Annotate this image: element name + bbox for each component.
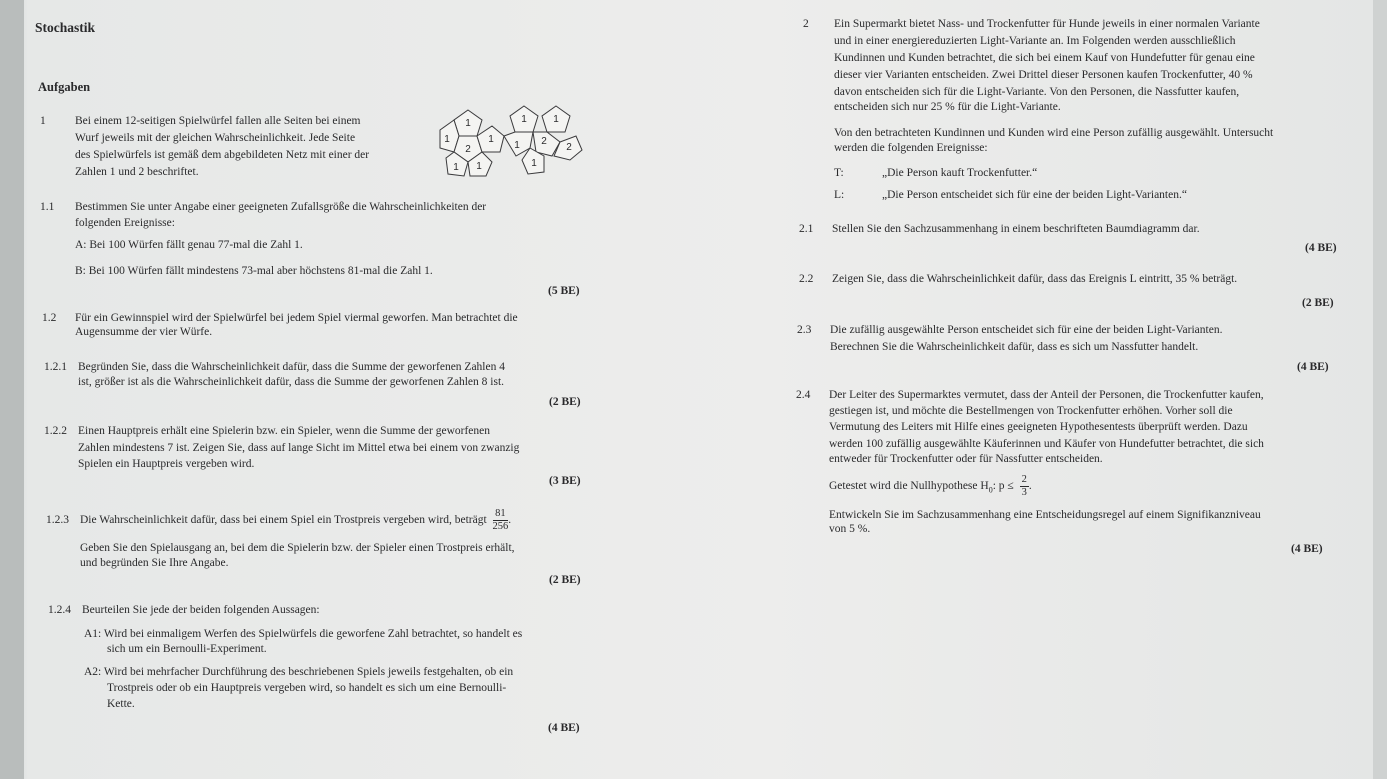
event-a: A: Bei 100 Würfen fällt genau 77-mal die Zahl 1. xyxy=(75,239,303,251)
hypothesis-text: Getestet wird die Nullhypothese H xyxy=(829,480,989,492)
task-text: Ein Supermarkt bietet Nass- und Trockenfutter für Hunde jeweils in einer normalen Variante xyxy=(834,18,1260,30)
points-badge: (4 BE) xyxy=(1305,242,1337,254)
event-l: „Die Person entscheidet sich für eine der beiden Light-Varianten.“ xyxy=(882,189,1187,201)
task-text: des Spielwürfels ist gemäß dem abgebildeten Netz mit einer der xyxy=(75,149,370,161)
task-text: Die zufällig ausgewählte Person entscheidet sich für eine der beiden Light-Varianten. xyxy=(830,324,1223,336)
hypothesis-subscript: 0 xyxy=(988,485,993,495)
task-text: Der Leiter des Supermarktes vermutet, dass der Anteil der Personen, die Trockenfutter kaufen, xyxy=(829,389,1264,401)
statement-a2: Kette. xyxy=(107,698,135,710)
net-label: 1 xyxy=(531,158,537,169)
task-text: entweder für Trockenfutter oder für Nassfutter entscheiden. xyxy=(829,453,1103,465)
task-text: ist, größer ist als die Wahrscheinlichkeit dafür, dass die Summe der geworfenen Zahlen 8 ist. xyxy=(78,376,505,388)
task-text: werden die folgenden Ereignisse: xyxy=(834,142,988,154)
task-text: Berechnen Sie die Wahrscheinlichkeit dafür, dass es sich um Nassfutter handelt. xyxy=(830,341,1199,353)
task-text: entscheiden sich nur 25 % für die Light-Variante. xyxy=(834,101,1061,113)
task-text: Spielen ein Hauptpreis vergeben wird. xyxy=(78,458,255,470)
task-number: 1.1 xyxy=(40,201,55,213)
task-text: Vermutung des Leiters mit Hilfe eines geeigneten Hypothesentests überprüft werden. Dazu xyxy=(829,421,1248,433)
event-label: L: xyxy=(834,189,845,201)
fraction-numerator: 81 xyxy=(493,508,509,521)
points-badge: (4 BE) xyxy=(1291,543,1323,555)
task-text: Beurteilen Sie jede der beiden folgenden Aussagen: xyxy=(82,604,320,616)
task-text: werden 100 zufällig ausgewählte Käuferinnen und Käufer von Hundefutter betrachtet, die sich xyxy=(829,438,1264,450)
task-text: davon entscheiden sich für die Light-Variante. Von den Personen, die Nassfutter kaufen, xyxy=(834,86,1240,98)
task-text: Einen Hauptpreis erhält eine Spielerin bzw. ein Spieler, wenn die Summe der geworfenen xyxy=(78,425,491,437)
task-text: Bestimmen Sie unter Angabe einer geeigneten Zufallsgröße die Wahrscheinlichkeiten der xyxy=(75,201,487,213)
task-number: 1.2 xyxy=(42,312,57,324)
net-label: 1 xyxy=(521,114,527,125)
event-t: „Die Person kauft Trockenfutter.“ xyxy=(882,167,1038,179)
net-label: 2 xyxy=(566,142,572,153)
task-text: und in einer energiereduzierten Light-Variante an. Im Folgenden werden ausschließlich xyxy=(834,35,1236,47)
task-text: und begründen Sie Ihre Angabe. xyxy=(80,557,229,569)
fraction-denominator: 256 xyxy=(492,520,509,532)
task-text: Zahlen 1 und 2 beschriftet. xyxy=(75,166,199,178)
page-edge-shadow-right xyxy=(1373,0,1387,779)
net-label: 2 xyxy=(465,144,471,155)
section-heading: Aufgaben xyxy=(38,80,91,94)
statement-a1: A1: Wird bei einmaligem Werfen des Spielwürfels die geworfene Zahl betrachtet, so handelt es xyxy=(84,628,523,640)
task-number: 2.2 xyxy=(799,273,814,285)
task-text: folgenden Ereignisse: xyxy=(75,217,175,229)
net-label: 1 xyxy=(444,134,450,145)
task-text: Entwickeln Sie im Sachzusammenhang eine Entscheidungsregel auf einem Signifikanzniveau xyxy=(829,509,1261,521)
points-badge: (2 BE) xyxy=(549,396,581,408)
hypothesis-relation: : p ≤ xyxy=(992,480,1014,492)
points-badge: (3 BE) xyxy=(549,475,581,487)
sentence-end: . xyxy=(1028,480,1032,492)
event-label: T: xyxy=(834,167,844,179)
task-text: Von den betrachteten Kundinnen und Kunden wird eine Person zufällig ausgewählt. Untersucht xyxy=(834,127,1274,139)
task-number: 1.2.4 xyxy=(48,604,71,616)
task-text: Stellen Sie den Sachzusammenhang in einem beschrifteten Baumdiagramm dar. xyxy=(832,223,1200,235)
page-title: Stochastik xyxy=(35,20,96,35)
sentence-end: . xyxy=(508,514,512,526)
task-number: 2.3 xyxy=(797,324,812,336)
points-badge: (4 BE) xyxy=(1297,361,1329,373)
statement-a2: A2: Wird bei mehrfacher Durchführung des beschriebenen Spiels jeweils festgehalten, ob ein xyxy=(84,666,514,678)
points-badge: (2 BE) xyxy=(549,574,581,586)
dice-net-figure xyxy=(420,102,600,184)
task-text: Bei einem 12-seitigen Spielwürfel fallen alle Seiten bei einem xyxy=(75,115,361,127)
task-text: Geben Sie den Spielausgang an, bei dem die Spielerin bzw. der Spieler einen Trostpreis erhält, xyxy=(80,542,515,554)
task-number: 2.4 xyxy=(796,389,811,401)
task-text: Zahlen mindestens 7 ist. Zeigen Sie, dass auf lange Sicht im Mittel etwa bei einem von zwanzig xyxy=(78,442,520,454)
net-label: 2 xyxy=(541,136,547,147)
task-text: Wurf jeweils mit der gleichen Wahrscheinlichkeit. Jede Seite xyxy=(75,132,356,144)
task-text: gestiegen ist, und möchte die Bestellmengen von Trockenfutter erhöhen. Vorher soll die xyxy=(829,405,1233,417)
fraction-denominator: 3 xyxy=(1021,486,1027,498)
task-number: 1.2.2 xyxy=(44,425,67,437)
fraction xyxy=(1020,474,1029,499)
net-label: 1 xyxy=(465,118,471,129)
task-text: dieser vier Varianten entscheiden. Zwei Drittel dieser Personen kaufen Trockenfutter, 40 % xyxy=(834,69,1253,81)
points-badge: (5 BE) xyxy=(548,285,580,297)
net-label: 1 xyxy=(453,162,459,173)
task-text: von 5 %. xyxy=(829,523,871,535)
page-edge-shadow xyxy=(0,0,24,779)
task-text: Begründen Sie, dass die Wahrscheinlichkeit dafür, dass die Summe der geworfenen Zahlen 4 xyxy=(78,361,505,373)
task-text: Für ein Gewinnspiel wird der Spielwürfel bei jedem Spiel viermal geworfen. Man betrachtet die xyxy=(75,312,518,324)
null-hypothesis xyxy=(829,472,1032,504)
task-text: Zeigen Sie, dass die Wahrscheinlichkeit dafür, dass das Ereignis L eintritt, 35 % beträgt. xyxy=(832,273,1238,285)
event-b: B: Bei 100 Würfen fällt mindestens 73-mal aber höchstens 81-mal die Zahl 1. xyxy=(75,265,433,277)
points-badge: (4 BE) xyxy=(548,722,580,734)
task-number: 1.2.1 xyxy=(44,361,67,373)
statement-a2: Trostpreis oder ob ein Hauptpreis vergeben wird, so handelt es sich um eine Bernoulli- xyxy=(107,682,507,694)
task-text: Kundinnen und Kunden betrachtet, die sich bei einem Kauf von Hundefutter für genau eine xyxy=(834,52,1255,64)
task-number: 2 xyxy=(803,18,809,30)
net-label: 1 xyxy=(514,140,520,151)
net-label: 1 xyxy=(553,114,559,125)
task-text: Die Wahrscheinlichkeit dafür, dass bei einem Spiel ein Trostpreis vergeben wird, beträgt xyxy=(80,514,487,526)
net-label: 1 xyxy=(476,161,482,172)
task-number: 2.1 xyxy=(799,223,814,235)
fraction-numerator: 2 xyxy=(1021,473,1027,485)
net-label: 1 xyxy=(488,134,494,145)
task-number: 1 xyxy=(40,115,46,127)
task-number: 1.2.3 xyxy=(46,514,69,526)
points-badge: (2 BE) xyxy=(1302,297,1334,309)
statement-a1: sich um ein Bernoulli-Experiment. xyxy=(107,643,267,655)
task-text-with-fraction xyxy=(80,506,511,534)
fraction xyxy=(492,507,512,533)
task-text: Augensumme der vier Würfe. xyxy=(75,326,213,338)
